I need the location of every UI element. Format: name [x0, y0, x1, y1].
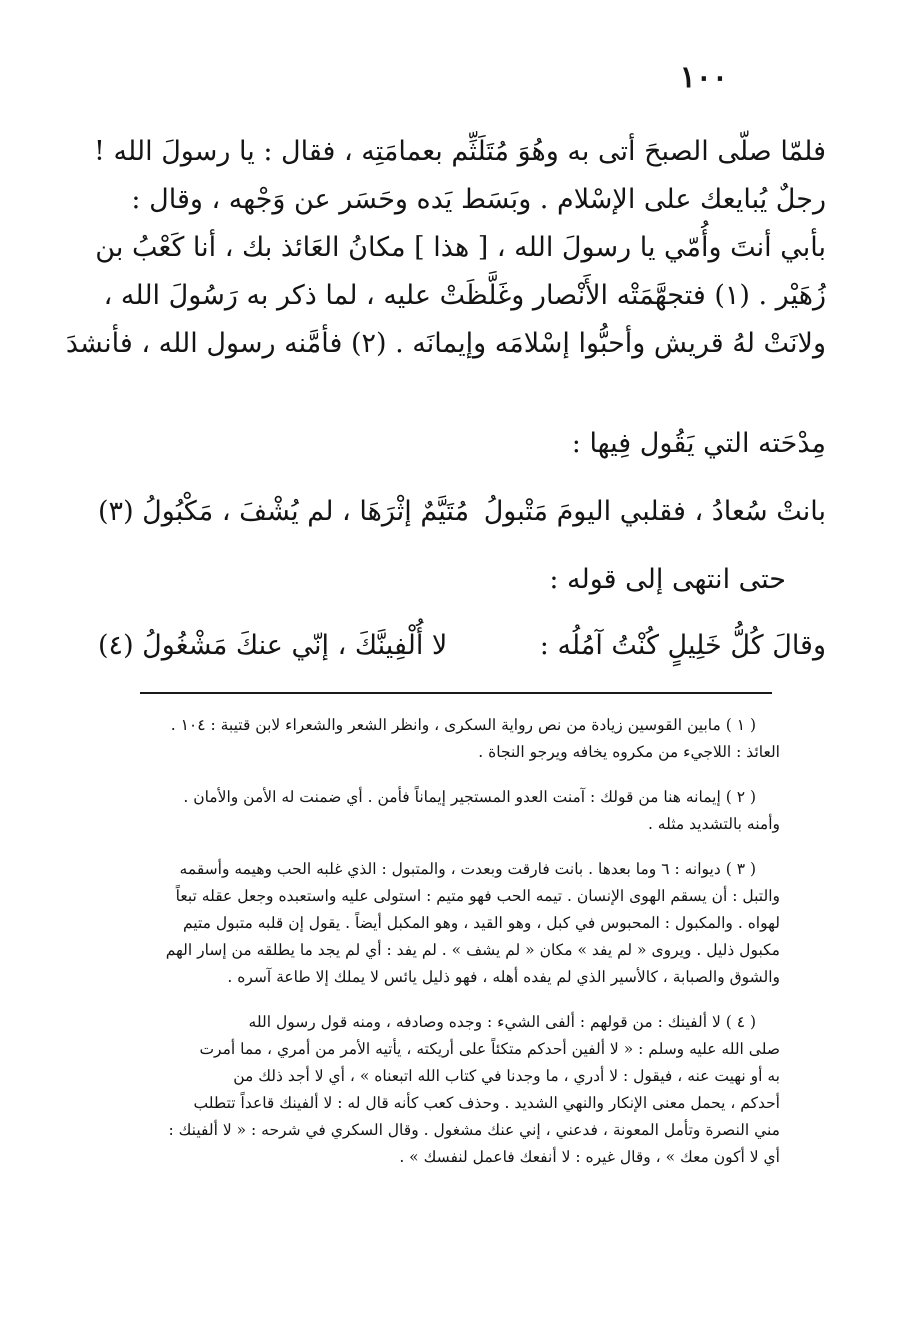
footnote-2: [100, 784, 780, 838]
main-text: [65, 128, 826, 368]
footnote-line: أحدكم ، يحمل معنى الإنكار والنهي الشديد . وحذف كعب كأنه قال له : لا ألفينك قاعداً تتطلب: [193, 1094, 780, 1112]
footnote-line: ( ٤ ) لا ألفينك : من قولهم : ألفى الشيء : وجده وصادفه ، ومنه قول رسول الله: [248, 1013, 756, 1031]
main-text-line: بأبي أنتَ وأُمّي يا رسولَ الله ، [ هذا ] مكانُ العَائذ بك ، أنا كَعْبُ بن: [95, 232, 826, 263]
footnote-line: لهواه . والمكبول : المحبوس في كبل ، وهو القيد ، وهو المكبل أيضاً . يقول إن قلبه متبول متيم: [182, 914, 780, 932]
footnote-separator: [140, 692, 772, 694]
page-number: ١٠٠: [679, 60, 728, 95]
poem-verse-1: [98, 484, 826, 540]
verse-second-hemistich: مُتَيَّمٌ إثْرَهَا ، لم يُشْفَ ، مَكْبُولُ (٣): [98, 496, 470, 527]
footnote-line: مني النصرة وتأمل المعونة ، فدعني ، إني عنك مشغول . وقال السكري في شرحه : « لا ألفينك :: [168, 1121, 780, 1139]
footnote-line: ( ٢ ) إيمانه هنا من قولك : آمنت العدو المستجير إيماناً فأمن . أي ضمنت له الأمن والأمان .: [183, 788, 756, 806]
footnote-3: [100, 856, 780, 991]
footnote-1: [100, 712, 780, 766]
footnote-line: ( ٣ ) ديوانه : ٦ وما بعدها . بانت فارقت وبعدت ، والمتبول : الذي غلبه الحب وهيمه وأسقمه: [179, 860, 756, 878]
footnote-4: [100, 1009, 780, 1171]
main-text-line: فلمّا صلّى الصبحَ أتى به وهُوَ مُتَلَثِّم بعمامَتِه ، فقال : يا رسولَ الله !: [94, 136, 826, 167]
verse-intro-line: حتى انتهى إلى قوله :: [549, 564, 786, 595]
verse-intro-line: مِدْحَته التي يَقُول فِيها :: [571, 428, 826, 459]
footnote-line: أي لا أكون معك » ، وقال غيره : لا أنفعك فاعمل لنفسك » .: [399, 1148, 780, 1166]
main-text-line: رجلٌ يُبايعك على الإسْلام . وبَسَط يَده وحَسَر عن وَجْهه ، وقال :: [131, 184, 826, 215]
verse-first-hemistich: وقالَ كُلُّ خَلِيلٍ كُنْتُ آمُلُه :: [539, 630, 826, 661]
verse-first-hemistich: بانتْ سُعادُ ، فقلبي اليومَ مَتْبولُ: [483, 496, 826, 527]
footnote-line: صلى الله عليه وسلم : « لا ألفين أحدكم متكئاً على أريكته ، يأتيه الأمر من أمري ، مما أمرت: [199, 1040, 780, 1058]
footnote-line: مكبول ذليل . ويروى « لم يفد » مكان « لم يشف » . لم يفد : أي لم يجد ما يطلقه من إسار الهم: [165, 941, 780, 959]
footnote-line: العائذ : اللاجيء من مكروه يخافه ويرجو النجاة .: [478, 743, 780, 761]
main-text-line: زُهَيْر . (١) فتجهَّمَتْه الأَنْصار وغَلَّظَتْ عليه ، لما ذكر به رَسُولَ الله ،: [103, 280, 826, 311]
footnote-line: والتبل : أن يسقم الهوى الإنسان . تيمه الحب فهو متيم : استولى عليه واستعبده وجعل عقله تبعاً: [175, 887, 780, 905]
main-text-line: ولانَتْ لهُ قريش وأحبُّوا إسْلامَه وإيمانَه . (٢) فأمَّنه رسول الله ، فأنشدَ: [65, 328, 826, 359]
footnote-line: به أو نهيت عنه ، فيقول : لا أدري ، ما وجدنا في كتاب الله اتبعناه » ، أي لا أجد ذلك من: [233, 1067, 780, 1085]
footnotes: [100, 712, 780, 1189]
footnote-line: والشوق والصبابة ، كالأسير الذي لم يفده أهله ، فهو ذليل يائس لا يملك إلا طاعة آسره .: [227, 968, 780, 986]
footnote-line: ( ١ ) مابين القوسين زيادة من نص رواية السكرى ، وانظر الشعر والشعراء لابن قتيبة : ١٠٤ .: [170, 716, 756, 734]
verse-second-hemistich: لا أُلْفِينَّكَ ، إنّي عنكَ مَشْغُولُ (٤): [98, 630, 448, 661]
footnote-line: وأمنه بالتشديد مثله .: [647, 815, 780, 833]
poem-verse-2: [98, 618, 826, 674]
